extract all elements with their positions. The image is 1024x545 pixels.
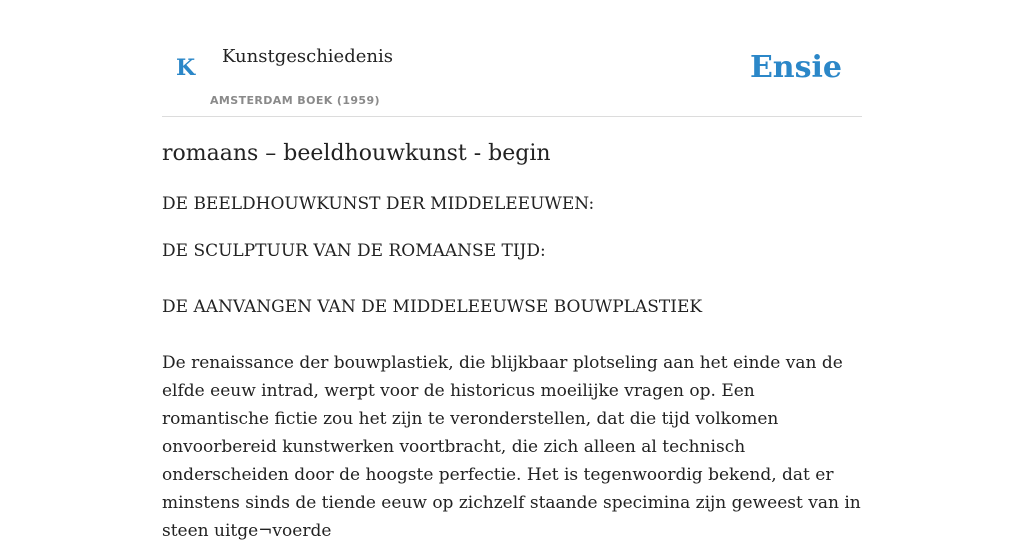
brand-logo-link[interactable]: Ensie <box>749 50 842 85</box>
section-heading-2: DE SCULPTUUR VAN DE ROMAANSE TIJD: <box>162 241 546 261</box>
section-heading-3: DE AANVANGEN VAN DE MIDDELEEUWSE BOUWPLASTIEK <box>162 297 703 317</box>
article-title: romaans – beeldhouwkunst - begin <box>162 141 551 166</box>
category-logo-icon: K <box>176 55 196 81</box>
book-title-link[interactable]: Kunstgeschiedenis <box>222 46 393 67</box>
article <box>162 138 862 545</box>
book-source: AMSTERDAM BOEK (1959) <box>210 94 380 107</box>
header <box>162 0 862 117</box>
article-paragraph: De renaissance der bouwplastiek, die blijkbaar plotseling aan het einde van de elfde eeuw intrad, werpt voor de historicus moeilijke vragen op. Een romantische fictie zou het zijn te veronderstellen, dat die tijd volkomen onvoorbereid kunstwerken voortbracht, die zich alleen al technisch onderscheiden door de hoogste perfectie. Het is tegenwoordig bekend, dat er minstens sinds de tiende eeuw op zichzelf staande specimina zijn geweest van in steen uitge¬voerde <box>162 353 861 541</box>
section-heading-1: DE BEELDHOUWKUNST DER MIDDELEEUWEN: <box>162 194 595 214</box>
